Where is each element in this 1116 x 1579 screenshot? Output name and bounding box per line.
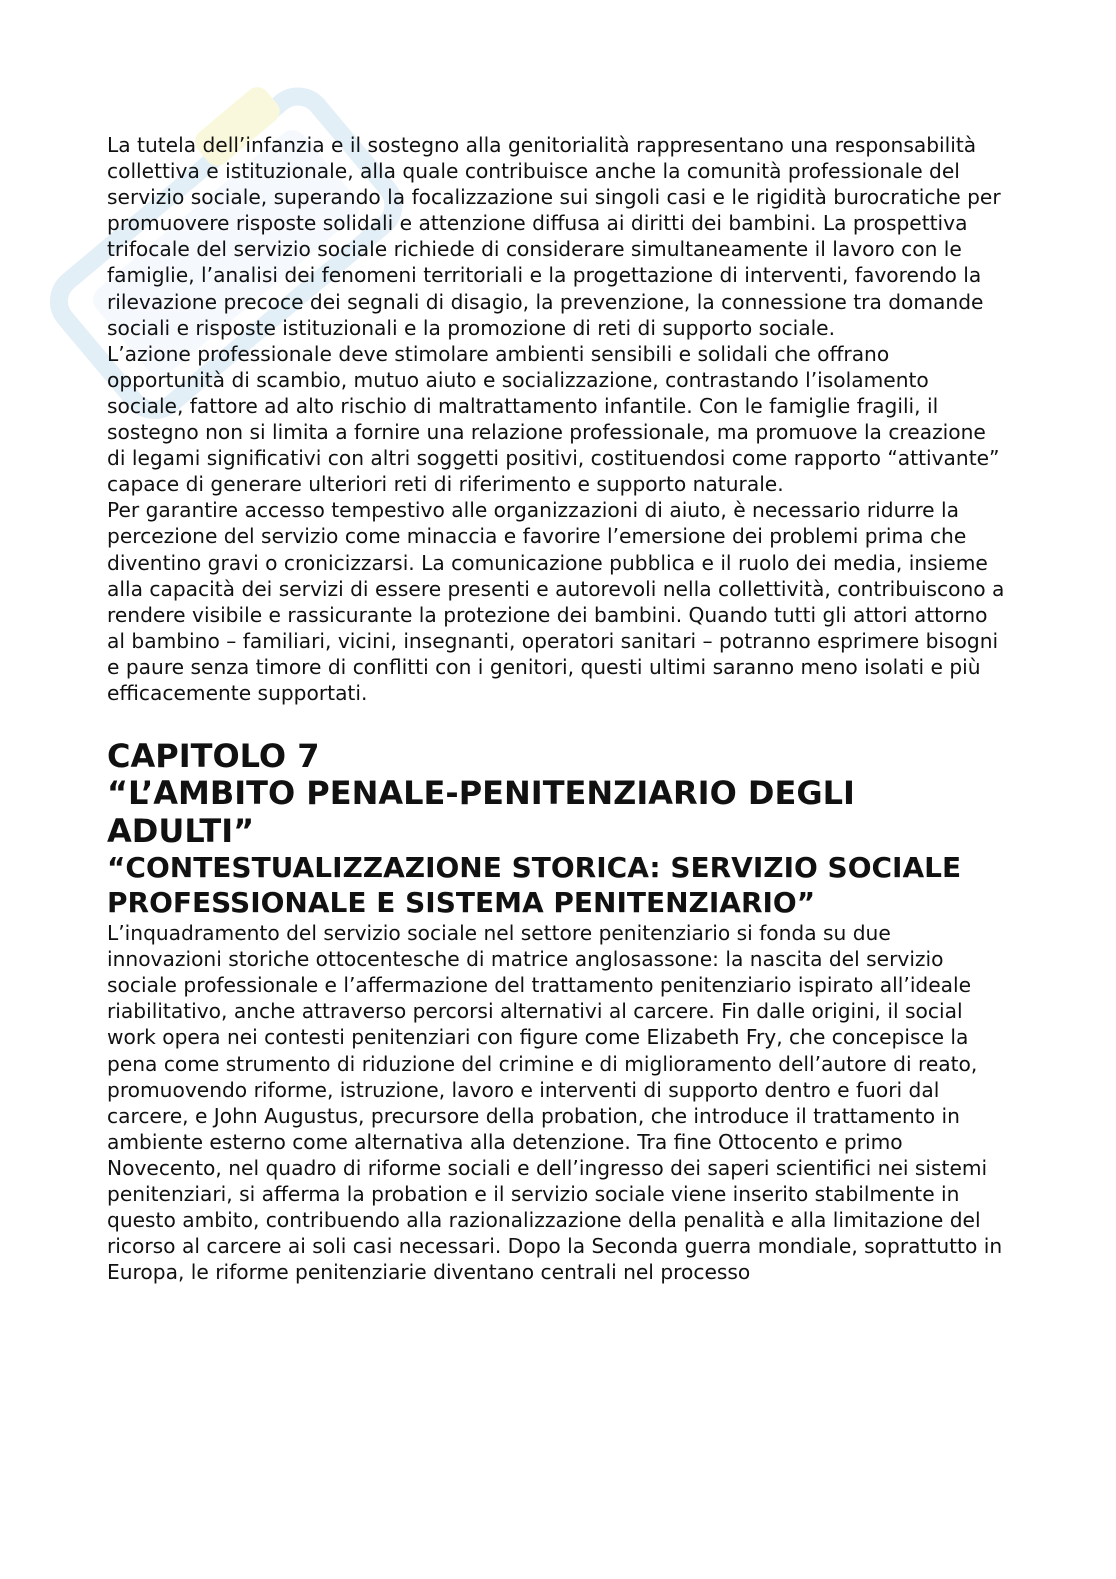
body-paragraph: Per garantire accesso tempestivo alle organizzazioni di aiuto, è necessario ridurre la percezione del servizio come minaccia e favorire l’emersione dei problemi prima che diventino gravi o cronicizzarsi. La comunicazione pubblica e il ruolo dei media, insieme alla capacità dei servizi di essere presenti e autorevoli nella collettività, contribuiscono a rendere visibile e rassicurante la protezione dei bambini. Quando tutti gli attori attorno al bambino – familiari, vicini, insegnanti, operatori sanitari – potranno esprimere bisogni e paure senza timore di conflitti con i genitori, questi ultimi saranno meno isolati e più efficacemente supportati. [107,498,1005,705]
document-page [107,132,1007,1285]
chapter-title: “L’AMBITO PENALE-PENITENZIARIO DEGLI ADULTI” [107,774,855,851]
body-paragraph: L’azione professionale deve stimolare ambienti sensibili e solidali che offrano opportunità di scambio, mutuo aiuto e socializzazione, contrastando l’isolamento sociale, fattore ad alto rischio di maltrattamento infantile. Con le famiglie fragili, il sostegno non si limita a fornire una relazione professionale, ma promuove la creazione di legami significativi con altri soggetti positivi, costituendosi come rapporto “attivante” capace di generare ulteriori reti di riferimento e supporto naturale. [107,341,1000,497]
section-title: “CONTESTUALIZZAZIONE STORICA: SERVIZIO SOCIALE PROFESSIONALE E SISTEMA PENITENZIARIO” [107,851,962,920]
body-paragraph: La tutela dell’infanzia e il sostegno alla genitorialità rappresentano una responsabilità collettiva e istituzionale, alla quale contribuisce anche la comunità professionale del servizio sociale, superando la focalizzazione sui singoli casi e le rigidità burocratiche per promuovere risposte solidali e attenzione diffusa ai diritti dei bambini. La prospettiva trifocale del servizio sociale richiede di considerare simultaneamente il lavoro con le famiglie, l’analisi dei fenomeni territoriali e la progettazione di interventi, favorendo la rilevazione precoce dei segnali di disagio, la prevenzione, la connessione tra domande sociali e risposte istituzionali e la promozione di reti di supporto sociale. [107,133,1001,340]
chapter-heading: CAPITOLO 7 [107,737,320,776]
body-paragraph: L’inquadramento del servizio sociale nel settore penitenziario si fonda su due innovazioni storiche ottocentesche di matrice anglosassone: la nascita del servizio sociale professionale e l’affermazione del trattamento penitenziario ispirato all’ideale riabilitativo, anche attraverso percorsi alternativi al carcere. Fin dalle origini, il social work opera nei contesti penitenziari con figure come Elizabeth Fry, che concepisce la pena come strumento di riduzione del crimine e di miglioramento dell’autore di reato, promuovendo riforme, istruzione, lavoro e interventi di supporto dentro e fuori dal carcere, e John Augustus, precursore della probation, che introduce il trattamento in ambiente esterno come alternativa alla detenzione. Tra fine Ottocento e primo Novecento, nel quadro di riforme sociali e dell’ingresso dei saperi scientifici nei sistemi penitenziari, si afferma la probation e il servizio sociale viene inserito stabilmente in questo ambito, contribuendo alla razionalizzazione della penalità e alla limitazione del ricorso al carcere ai soli casi necessari. Dopo la Seconda guerra mondiale, soprattutto in Europa, le riforme penitenziarie diventano centrali nel processo [107,921,1003,1285]
